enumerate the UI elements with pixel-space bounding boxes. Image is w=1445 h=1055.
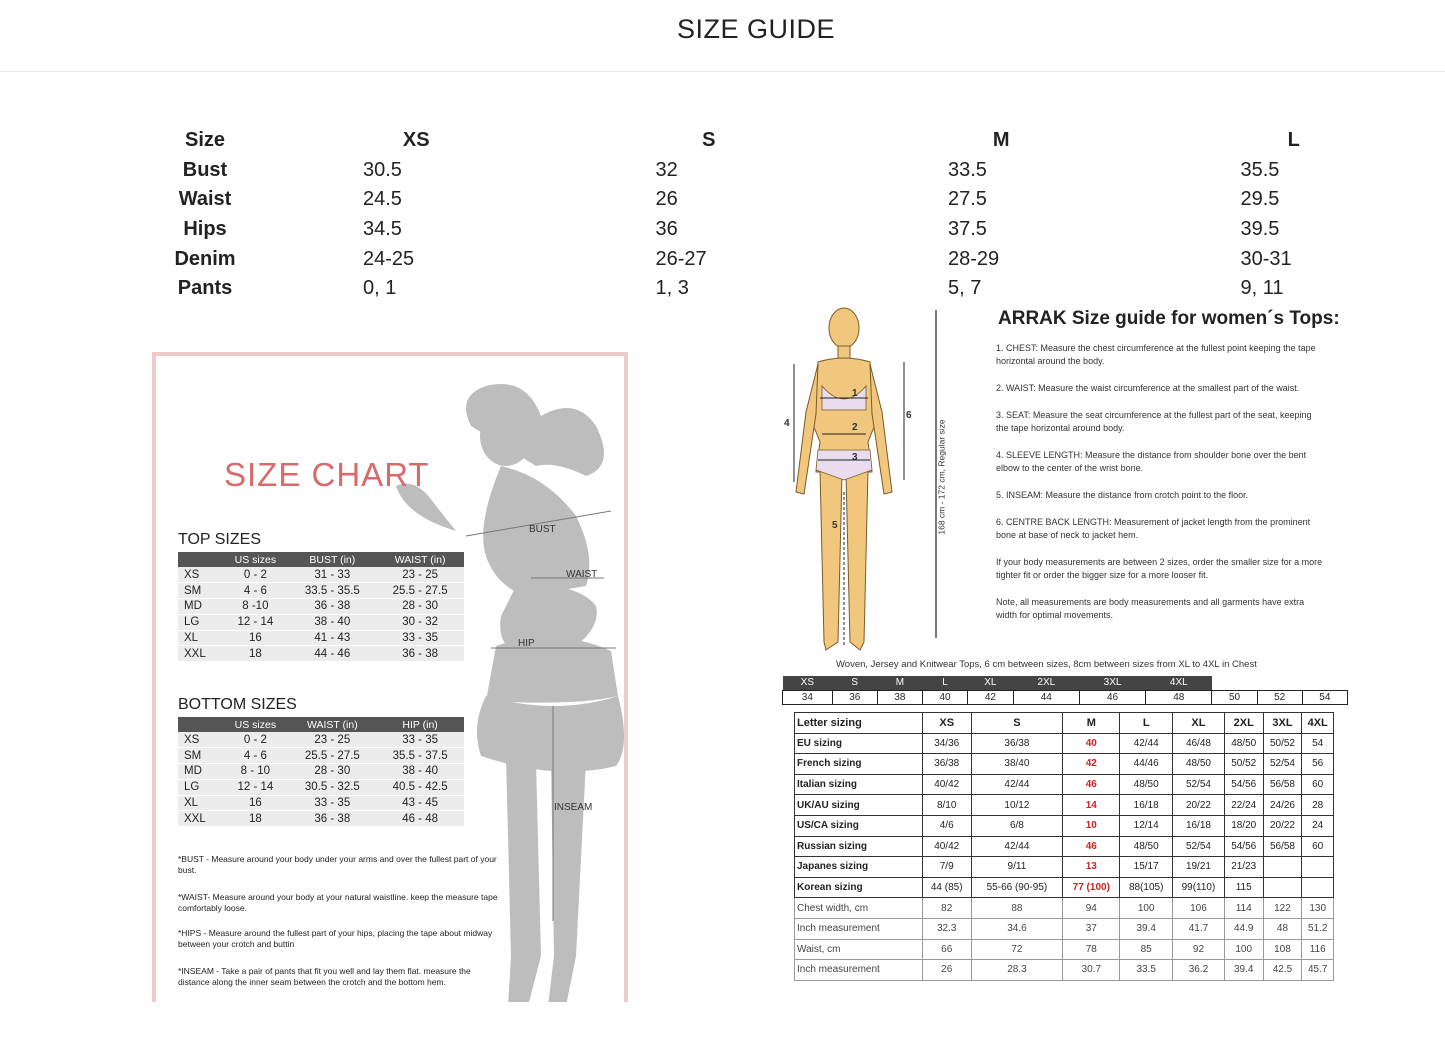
- table-cell: 26: [922, 960, 971, 981]
- figure-number-2: 2: [852, 422, 858, 433]
- table-row: [795, 836, 1334, 857]
- table-cell: 12 - 14: [222, 614, 288, 630]
- table-cell: 54: [1302, 733, 1334, 754]
- size-cell: 30-31: [1240, 247, 1292, 270]
- intl-header-cell: 3XL: [1263, 713, 1302, 734]
- mini-header-cell: WAIST (in): [288, 717, 376, 732]
- table-cell: 33.5 - 35.5: [288, 583, 376, 599]
- intl-header-cell: XS: [922, 713, 971, 734]
- size-cell: 0, 1: [363, 277, 397, 300]
- instruction-seat: 3. SEAT: Measure the seat circumference at the fullest part of the seat, keeping the tape horizontal around body.: [996, 410, 1312, 433]
- table-cell: 15/17: [1120, 857, 1173, 878]
- strip-number-cell: 50: [1212, 690, 1257, 704]
- size-row-pants: [140, 274, 1440, 304]
- figure-number-1: 1: [852, 388, 858, 399]
- strip-size-cell: 3XL: [1079, 676, 1145, 690]
- size-header-s: S: [702, 129, 716, 152]
- table-cell: Russian sizing: [795, 836, 923, 857]
- bust-note: *BUST - Measure around your body under your arms and over the fullest part of your bust.: [178, 854, 497, 875]
- table-cell: 18: [222, 646, 288, 662]
- table-cell: 88: [971, 898, 1063, 919]
- table-cell: [1302, 857, 1334, 878]
- table-cell: SM: [178, 583, 222, 599]
- table-cell: 48/50: [1173, 754, 1225, 775]
- table-cell: 28 - 30: [376, 599, 464, 615]
- hips-note: *HIPS - Measure around the fullest part of your hips, placing the tape about midway between your crotch and buttin: [178, 928, 493, 949]
- table-row: [795, 939, 1334, 960]
- mini-header-cell: HIP (in): [376, 717, 464, 732]
- table-cell: 13: [1063, 857, 1120, 878]
- table-row: [178, 732, 464, 748]
- table-row: [178, 583, 464, 599]
- size-cell: 37.5: [948, 218, 987, 241]
- instruction-chest: 1. CHEST: Measure the chest circumference at the fullest point keeping the tape horizontal around the body.: [996, 343, 1316, 366]
- intl-header-cell: 2XL: [1224, 713, 1263, 734]
- table-cell: 19/21: [1173, 857, 1225, 878]
- table-cell: 48/50: [1120, 836, 1173, 857]
- table-cell: XS: [178, 732, 222, 748]
- table-row: [795, 815, 1334, 836]
- table-cell: 10: [1063, 815, 1120, 836]
- bottom-sizes-table: [178, 717, 464, 827]
- size-cell: 27.5: [948, 188, 987, 211]
- size-cell: 24.5: [363, 188, 402, 211]
- table-cell: UK/AU sizing: [795, 795, 923, 816]
- size-chart-heading: SIZE CHART: [224, 456, 430, 493]
- table-cell: LG: [178, 779, 222, 795]
- height-label: 168 cm - 172 cm, Regular size: [936, 419, 947, 535]
- strip-note: Woven, Jersey and Knitwear Tops, 6 cm between sizes, 8cm between sizes from XL to 4XL in Chest: [836, 659, 1257, 670]
- table-cell: 48: [1263, 918, 1302, 939]
- table-cell: 44 (85): [922, 877, 971, 898]
- table-row: [795, 774, 1334, 795]
- table-cell: 40.5 - 42.5: [376, 779, 464, 795]
- table-cell: 36.2: [1173, 960, 1225, 981]
- strip-size-cell: M: [877, 676, 922, 690]
- table-cell: 30 - 32: [376, 614, 464, 630]
- size-cell: 26: [655, 188, 678, 211]
- table-cell: 23 - 25: [376, 567, 464, 583]
- table-row: [795, 857, 1334, 878]
- table-cell: 92: [1173, 939, 1225, 960]
- table-cell: 115: [1224, 877, 1263, 898]
- table-cell: 12/14: [1120, 815, 1173, 836]
- table-cell: 30.5 - 32.5: [288, 779, 376, 795]
- table-cell: 52/54: [1173, 836, 1225, 857]
- table-row: [795, 754, 1334, 775]
- table-cell: 7/9: [922, 857, 971, 878]
- size-cell: 9, 11: [1240, 277, 1284, 300]
- table-cell: 28 - 30: [288, 764, 376, 780]
- strip-number-cell: 40: [922, 690, 967, 704]
- table-row: [178, 567, 464, 583]
- table-row: [178, 630, 464, 646]
- table-cell: XXL: [178, 646, 222, 662]
- table-cell: 20/22: [1263, 815, 1302, 836]
- table-cell: 23 - 25: [288, 732, 376, 748]
- table-cell: 10/12: [971, 795, 1063, 816]
- table-cell: 8/10: [922, 795, 971, 816]
- table-cell: 43 - 45: [376, 795, 464, 811]
- table-cell: 25.5 - 27.5: [288, 748, 376, 764]
- table-cell: 6/8: [971, 815, 1063, 836]
- table-cell: 12 - 14: [222, 779, 288, 795]
- table-cell: 44.9: [1224, 918, 1263, 939]
- table-row: [795, 795, 1334, 816]
- table-cell: 36/38: [971, 733, 1063, 754]
- table-cell: 40/42: [922, 836, 971, 857]
- table-cell: 122: [1263, 898, 1302, 919]
- table-row: [178, 599, 464, 615]
- instruction-back-length: 6. CENTRE BACK LENGTH: Measurement of jacket length from the prominent bone at base of neck to jacket hem.: [996, 517, 1311, 540]
- table-cell: 4/6: [922, 815, 971, 836]
- table-cell: 14: [1063, 795, 1120, 816]
- size-row-label: Bust: [182, 158, 228, 181]
- table-row: [795, 960, 1334, 981]
- table-cell: 20/22: [1173, 795, 1225, 816]
- table-cell: 18/20: [1224, 815, 1263, 836]
- figure-number-3: 3: [852, 452, 858, 463]
- mini-header-cell: [178, 552, 222, 567]
- table-cell: XL: [178, 630, 222, 646]
- table-cell: Chest width, cm: [795, 898, 923, 919]
- size-header-xs: XS: [402, 129, 430, 152]
- table-cell: 16/18: [1173, 815, 1225, 836]
- table-cell: 46 - 48: [376, 811, 464, 827]
- size-row-label: Denim: [174, 247, 236, 270]
- table-cell: 38/40: [971, 754, 1063, 775]
- intl-header-cell: M: [1063, 713, 1120, 734]
- table-cell: 0 - 2: [222, 567, 288, 583]
- table-cell: 34.6: [971, 918, 1063, 939]
- table-cell: 30.7: [1063, 960, 1120, 981]
- body-figure: [780, 302, 980, 662]
- size-cell: 34.5: [363, 218, 402, 241]
- table-cell: 25.5 - 27.5: [376, 583, 464, 599]
- table-cell: 52/54: [1263, 754, 1302, 775]
- intl-header-cell: Letter sizing: [795, 713, 923, 734]
- table-cell: 48/50: [1120, 774, 1173, 795]
- strip-number-cell: 52: [1257, 690, 1302, 704]
- figure-number-6: 6: [906, 410, 912, 421]
- table-cell: 40: [1063, 733, 1120, 754]
- mini-header-cell: US sizes: [222, 717, 288, 732]
- strip-number-cell: 34: [783, 690, 833, 704]
- table-cell: EU sizing: [795, 733, 923, 754]
- table-cell: 36 - 38: [376, 646, 464, 662]
- table-cell: 56/58: [1263, 774, 1302, 795]
- table-cell: [1263, 877, 1302, 898]
- table-cell: 36/38: [922, 754, 971, 775]
- table-row: [178, 748, 464, 764]
- table-cell: 54/56: [1224, 774, 1263, 795]
- table-row: [178, 811, 464, 827]
- table-cell: 32.3: [922, 918, 971, 939]
- table-cell: Korean sizing: [795, 877, 923, 898]
- table-cell: 72: [971, 939, 1063, 960]
- table-cell: 16/18: [1120, 795, 1173, 816]
- measurement-instructions: [996, 342, 1326, 636]
- table-cell: 41 - 43: [288, 630, 376, 646]
- top-sizes-table: [178, 552, 464, 662]
- table-cell: 4 - 6: [222, 583, 288, 599]
- size-cell: 36: [655, 218, 678, 241]
- strip-number-cell: 38: [877, 690, 922, 704]
- table-cell: 51.2: [1302, 918, 1334, 939]
- mini-header-cell: US sizes: [222, 552, 288, 567]
- table-cell: MD: [178, 599, 222, 615]
- waist-label: WAIST: [566, 569, 598, 580]
- table-cell: 40/42: [922, 774, 971, 795]
- table-cell: Italian sizing: [795, 774, 923, 795]
- table-cell: 33.5: [1120, 960, 1173, 981]
- figure-number-4: 4: [784, 418, 790, 429]
- table-cell: 21/23: [1224, 857, 1263, 878]
- table-cell: SM: [178, 748, 222, 764]
- table-cell: 39.4: [1224, 960, 1263, 981]
- intl-header-cell: S: [971, 713, 1063, 734]
- table-cell: LG: [178, 614, 222, 630]
- table-cell: 36 - 38: [288, 599, 376, 615]
- table-cell: 16: [222, 795, 288, 811]
- strip-size-cell: XL: [968, 676, 1014, 690]
- table-cell: Inch measurement: [795, 960, 923, 981]
- table-cell: 42.5: [1263, 960, 1302, 981]
- intl-header-cell: XL: [1173, 713, 1225, 734]
- table-cell: 50/52: [1224, 754, 1263, 775]
- size-header-m: M: [992, 129, 1010, 152]
- table-row: [795, 918, 1334, 939]
- table-cell: 33 - 35: [376, 732, 464, 748]
- figure-number-5: 5: [832, 520, 838, 531]
- table-cell: French sizing: [795, 754, 923, 775]
- size-cell: 5, 7: [948, 277, 982, 300]
- table-cell: 94: [1063, 898, 1120, 919]
- table-cell: 36 - 38: [288, 811, 376, 827]
- size-table: [140, 126, 1440, 304]
- table-row: [178, 614, 464, 630]
- table-cell: 100: [1120, 898, 1173, 919]
- instruction-waist: 2. WAIST: Measure the waist circumference at the smallest part of the waist.: [996, 383, 1300, 393]
- table-cell: 50/52: [1263, 733, 1302, 754]
- table-cell: 44 - 46: [288, 646, 376, 662]
- table-cell: 8 -10: [222, 599, 288, 615]
- size-chart-image: [152, 352, 628, 1002]
- table-cell: 22/24: [1224, 795, 1263, 816]
- table-cell: 33 - 35: [288, 795, 376, 811]
- body-measurements-note: Note, all measurements are body measurements and all garments have extra width for optimal movements.: [996, 597, 1305, 620]
- table-cell: 114: [1224, 898, 1263, 919]
- table-cell: 42: [1063, 754, 1120, 775]
- strip-size-cell: S: [832, 676, 877, 690]
- page-title: SIZE GUIDE: [676, 14, 836, 44]
- table-cell: 0 - 2: [222, 732, 288, 748]
- table-row: [178, 795, 464, 811]
- table-cell: 31 - 33: [288, 567, 376, 583]
- table-row: [178, 764, 464, 780]
- table-cell: 56: [1302, 754, 1334, 775]
- table-cell: 28: [1302, 795, 1334, 816]
- between-sizes-note: If your body measurements are between 2 sizes, order the smaller size for a more tighter fit or order the bigger size for a more looser fit.: [996, 557, 1323, 580]
- table-cell: 108: [1263, 939, 1302, 960]
- table-cell: 46/48: [1173, 733, 1225, 754]
- table-cell: 24/26: [1263, 795, 1302, 816]
- table-cell: 88(105): [1120, 877, 1173, 898]
- size-row-label: Waist: [178, 188, 232, 211]
- size-cell: 35.5: [1240, 158, 1280, 181]
- strip-number-cell: 54: [1302, 690, 1347, 704]
- table-cell: US/CA sizing: [795, 815, 923, 836]
- table-cell: 82: [922, 898, 971, 919]
- bust-label: BUST: [529, 524, 556, 535]
- strip-size-cell: L: [922, 676, 967, 690]
- table-cell: [1263, 857, 1302, 878]
- size-cell: 39.5: [1240, 218, 1280, 241]
- table-cell: 4 - 6: [222, 748, 288, 764]
- table-cell: 106: [1173, 898, 1225, 919]
- table-cell: 99(110): [1173, 877, 1225, 898]
- strip-number-cell: 46: [1079, 690, 1145, 704]
- table-row: [795, 898, 1334, 919]
- table-cell: Inch measurement: [795, 918, 923, 939]
- inseam-label: INSEAM: [554, 802, 593, 813]
- table-cell: 77 (100): [1063, 877, 1120, 898]
- international-size-table: [794, 712, 1334, 981]
- size-row-bust: [140, 156, 1440, 186]
- table-cell: MD: [178, 764, 222, 780]
- table-cell: 9/11: [971, 857, 1063, 878]
- size-row-label: Pants: [177, 277, 233, 300]
- top-sizes-title: TOP SIZES: [178, 531, 261, 548]
- size-strip: [782, 676, 1348, 705]
- instruction-sleeve: 4. SLEEVE LENGTH: Measure the distance from shoulder bone over the bent elbow to the center of the wrist bone.: [996, 450, 1307, 473]
- table-cell: 56/58: [1263, 836, 1302, 857]
- table-cell: 55-66 (90-95): [971, 877, 1063, 898]
- table-cell: 45.7: [1302, 960, 1334, 981]
- table-cell: 78: [1063, 939, 1120, 960]
- arrak-title: ARRAK Size guide for women´s Tops:: [998, 308, 1340, 329]
- table-cell: 130: [1302, 898, 1334, 919]
- size-row-denim: [140, 244, 1440, 274]
- table-cell: 85: [1120, 939, 1173, 960]
- table-cell: 42/44: [971, 774, 1063, 795]
- mini-header-cell: BUST (in): [288, 552, 376, 567]
- table-cell: 48/50: [1224, 733, 1263, 754]
- table-cell: 35.5 - 37.5: [376, 748, 464, 764]
- table-cell: 116: [1302, 939, 1334, 960]
- table-cell: 28.3: [971, 960, 1063, 981]
- table-cell: 52/54: [1173, 774, 1225, 795]
- table-cell: 60: [1302, 836, 1334, 857]
- table-cell: 60: [1302, 774, 1334, 795]
- mini-header-cell: WAIST (in): [376, 552, 464, 567]
- table-cell: 16: [222, 630, 288, 646]
- table-cell: 39.4: [1120, 918, 1173, 939]
- size-cell: 1, 3: [655, 277, 689, 300]
- strip-number-cell: 42: [968, 690, 1014, 704]
- size-cell: 29.5: [1240, 188, 1280, 211]
- table-cell: 38 - 40: [376, 764, 464, 780]
- intl-header-cell: L: [1120, 713, 1173, 734]
- strip-number-cell: 48: [1146, 690, 1212, 704]
- table-cell: 33 - 35: [376, 630, 464, 646]
- table-cell: 34/36: [922, 733, 971, 754]
- size-table-corner: Size: [184, 129, 226, 152]
- table-row: [795, 733, 1334, 754]
- inseam-note: *INSEAM - Take a pair of pants that fit you well and lay them flat. measure the distance along the inner seam between the crotch and the bottom hem.: [178, 966, 471, 987]
- strip-number-cell: 44: [1013, 690, 1079, 704]
- size-cell: 26-27: [655, 247, 707, 270]
- intl-header-cell: 4XL: [1302, 713, 1334, 734]
- table-cell: 42/44: [1120, 733, 1173, 754]
- bottom-sizes-title: BOTTOM SIZES: [178, 696, 297, 713]
- instruction-inseam: 5. INSEAM: Measure the distance from crotch point to the floor.: [996, 490, 1249, 500]
- table-cell: XL: [178, 795, 222, 811]
- table-cell: [1302, 877, 1334, 898]
- table-cell: 54/56: [1224, 836, 1263, 857]
- table-cell: Japanes sizing: [795, 857, 923, 878]
- table-cell: 46: [1063, 836, 1120, 857]
- table-cell: 100: [1224, 939, 1263, 960]
- strip-size-cell: 4XL: [1146, 676, 1212, 690]
- table-row: [795, 877, 1334, 898]
- strip-size-cell: XS: [783, 676, 833, 690]
- hip-label: HIP: [518, 638, 535, 649]
- table-cell: Waist, cm: [795, 939, 923, 960]
- table-cell: 46: [1063, 774, 1120, 795]
- table-cell: 41.7: [1173, 918, 1225, 939]
- table-cell: 42/44: [971, 836, 1063, 857]
- arrak-size-guide-image: [780, 302, 1348, 1002]
- table-cell: 37: [1063, 918, 1120, 939]
- table-cell: 38 - 40: [288, 614, 376, 630]
- table-cell: 44/46: [1120, 754, 1173, 775]
- table-row: [178, 779, 464, 795]
- table-cell: XXL: [178, 811, 222, 827]
- table-cell: 18: [222, 811, 288, 827]
- size-cell: 28-29: [948, 247, 1000, 270]
- size-header-l: L: [1287, 129, 1300, 152]
- size-table-header-row: [140, 126, 1440, 156]
- size-row-label: Hips: [183, 218, 227, 241]
- size-row-hips: [140, 215, 1440, 245]
- table-cell: 8 - 10: [222, 764, 288, 780]
- strip-number-cell: 36: [832, 690, 877, 704]
- size-cell: 30.5: [363, 158, 402, 181]
- strip-size-cell: 2XL: [1013, 676, 1079, 690]
- table-row: [178, 646, 464, 662]
- size-cell: 32: [655, 158, 678, 181]
- page-header: [0, 0, 1445, 72]
- size-row-waist: [140, 185, 1440, 215]
- table-cell: 66: [922, 939, 971, 960]
- waist-note: *WAIST- Measure around your body at your natural waistline. keep the measure tape comfortably loose.: [178, 892, 498, 913]
- table-cell: XS: [178, 567, 222, 583]
- table-cell: 24: [1302, 815, 1334, 836]
- size-cell: 33.5: [948, 158, 987, 181]
- size-cell: 24-25: [363, 247, 415, 270]
- mini-header-cell: [178, 717, 222, 732]
